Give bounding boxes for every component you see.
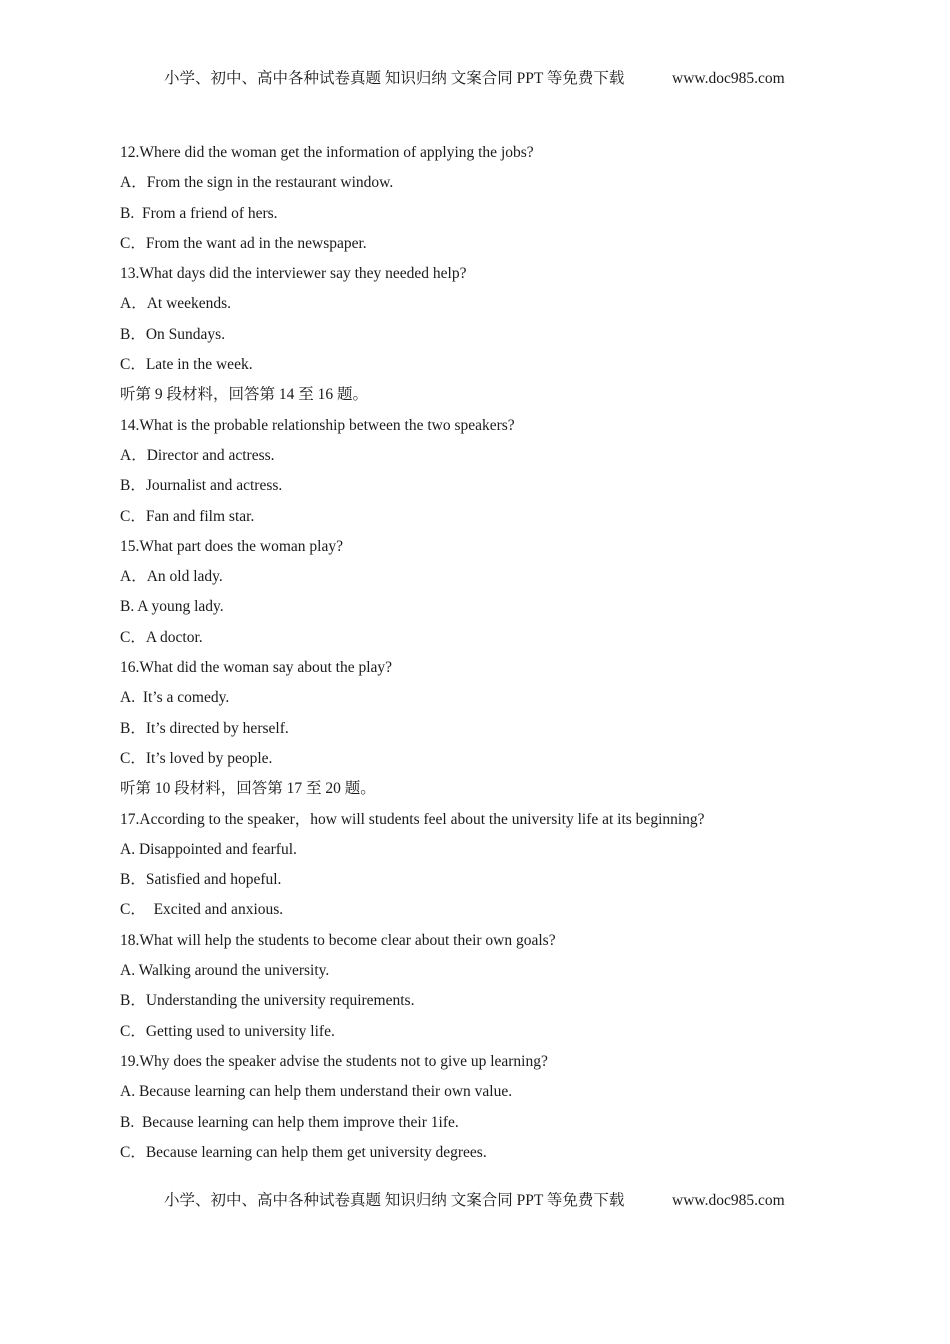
- exam-content: [120, 140, 820, 1170]
- option-18c: C．Getting used to university life.: [120, 1022, 335, 1040]
- option-14c: C．Fan and film star.: [120, 507, 255, 525]
- option-18a: A. Walking around the university.: [120, 962, 330, 980]
- footer-url: www.doc985.com: [672, 1192, 785, 1209]
- question-12: 12.Where did the woman get the information of applying the jobs?: [120, 144, 534, 161]
- option-14a: A．Director and actress.: [120, 446, 275, 464]
- option-16b: B．It’s directed by herself.: [120, 719, 289, 737]
- question-14: 14.What is the probable relationship between the two speakers?: [120, 416, 515, 434]
- option-12a: A．From the sign in the restaurant window.: [120, 174, 394, 192]
- header-text: 小学、初中、高中各种试卷真题 知识归纳 文案合同 PPT 等免费下载: [164, 70, 625, 87]
- option-15a: A．An old lady.: [120, 568, 223, 586]
- option-13a: A．At weekends.: [120, 295, 232, 313]
- option-12b: B. From a friend of hers.: [120, 204, 278, 222]
- section-instruction-10: 听第 10 段材料，回答第 17 至 20 题。: [120, 780, 376, 798]
- option-19b: B. Because learning can help them improve their 1ife.: [120, 1113, 459, 1131]
- section-instruction-9: 听第 9 段材料，回答第 14 至 16 题。: [120, 386, 369, 404]
- option-17a: A. Disappointed and fearful.: [120, 840, 297, 858]
- question-13: 13.What days did the interviewer say they needed help?: [120, 265, 467, 283]
- option-13c: C．Late in the week.: [120, 356, 253, 374]
- option-18b: B．Understanding the university requirements.: [120, 992, 415, 1010]
- option-15c: C．A doctor.: [120, 628, 203, 646]
- question-15: 15.What part does the woman play?: [120, 537, 343, 555]
- page-footer: [164, 1189, 804, 1213]
- option-17c: C． Excited and anxious.: [120, 901, 284, 919]
- option-14b: B．Journalist and actress.: [120, 477, 283, 495]
- option-16a: A. It’s a comedy.: [120, 689, 230, 707]
- option-13b: B．On Sundays.: [120, 325, 226, 343]
- option-12c: C．From the want ad in the newspaper.: [120, 234, 367, 252]
- option-16c: C．It’s loved by people.: [120, 749, 273, 767]
- question-16: 16.What did the woman say about the play?: [120, 659, 393, 677]
- option-19c: C．Because learning can help them get university degrees.: [120, 1143, 487, 1161]
- header-url: www.doc985.com: [672, 70, 785, 87]
- option-19a: A. Because learning can help them understand their own value.: [120, 1083, 513, 1101]
- question-18: 18.What will help the students to become clear about their own goals?: [120, 931, 556, 949]
- page-header: [164, 67, 804, 91]
- footer-text: 小学、初中、高中各种试卷真题 知识归纳 文案合同 PPT 等免费下载: [164, 1192, 625, 1209]
- question-17: 17.According to the speaker，how will students feel about the university life at its beginning?: [120, 810, 705, 828]
- option-17b: B．Satisfied and hopeful.: [120, 871, 282, 889]
- question-19: 19.Why does the speaker advise the students not to give up learning?: [120, 1052, 548, 1070]
- option-15b: B. A young lady.: [120, 598, 224, 616]
